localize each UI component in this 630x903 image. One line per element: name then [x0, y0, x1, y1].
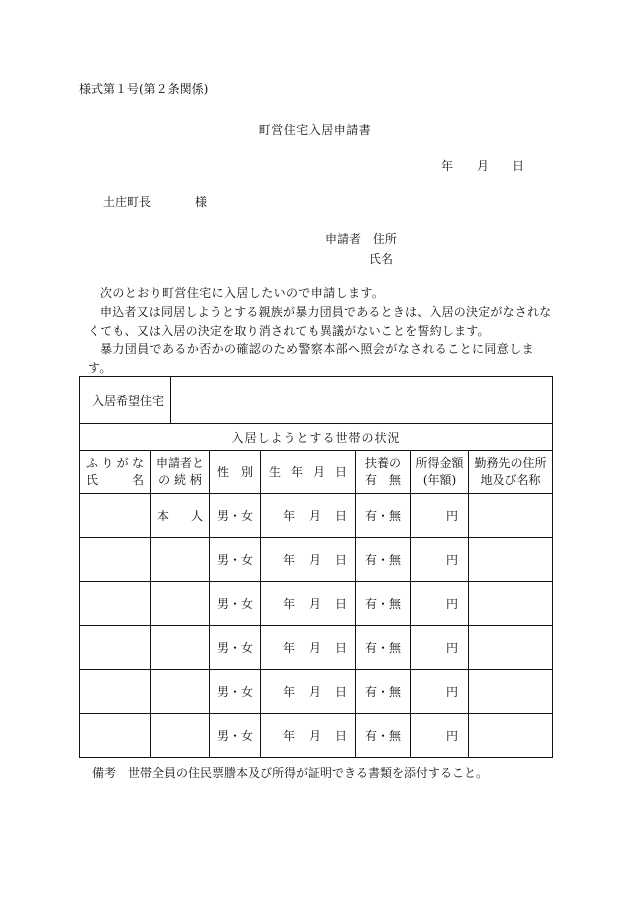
relation-field[interactable]: 本 人 [151, 494, 210, 538]
workplace-field[interactable] [469, 714, 553, 758]
addressee-honorific: 様 [195, 195, 208, 209]
birthdate-field[interactable]: 年 月 日 [261, 538, 356, 582]
table-row [80, 582, 553, 626]
member-name-field[interactable] [80, 582, 151, 626]
dependent-field[interactable]: 有・無 [356, 626, 411, 670]
table-row [80, 670, 553, 714]
workplace-field[interactable] [469, 626, 553, 670]
relation-field[interactable] [151, 626, 210, 670]
dependent-field[interactable]: 有・無 [356, 538, 411, 582]
birthdate-field[interactable]: 年 月 日 [261, 494, 356, 538]
table-row [80, 626, 553, 670]
dependent-field[interactable]: 有・無 [356, 714, 411, 758]
declaration-paragraph: 暴力団員であるか否かの確認のため警察本部へ照会がなされることに同意します。 [88, 342, 535, 376]
gender-field[interactable]: 男・女 [210, 538, 261, 582]
remarks-label: 備考 [92, 766, 117, 780]
gender-field[interactable]: 男・女 [210, 582, 261, 626]
declaration-paragraph: 申込者又は同居しようとする親族が暴力団員であるときは、入居の決定がなされなくても、又は入居の決定を取り消されても異議がないことを誓約します。 [88, 304, 552, 338]
income-field[interactable]: 円 [411, 494, 469, 538]
header-relation: 申請者と の 続 柄 [151, 451, 210, 494]
workplace-field[interactable] [469, 670, 553, 714]
gender-field[interactable]: 男・女 [210, 670, 261, 714]
gender-field[interactable]: 男・女 [210, 494, 261, 538]
desired-housing-field[interactable] [171, 377, 552, 423]
workplace-field[interactable] [469, 494, 553, 538]
section-title: 入居しようとする世帯の状況 [80, 424, 553, 451]
table-row [80, 494, 553, 538]
member-name-field[interactable] [80, 626, 151, 670]
relation-field[interactable] [151, 670, 210, 714]
income-field[interactable]: 円 [411, 582, 469, 626]
dependent-field[interactable]: 有・無 [356, 494, 411, 538]
income-field[interactable]: 円 [411, 626, 469, 670]
applicant-name-label: 氏名 [369, 252, 394, 266]
header-workplace: 勤務先の住所 地及び名称 [469, 451, 553, 494]
remarks [92, 764, 488, 781]
header-dependent: 扶養の 有 無 [356, 451, 411, 494]
member-name-field[interactable] [80, 670, 151, 714]
relation-field[interactable] [151, 582, 210, 626]
header-birthdate: 生 年 月 日 [261, 451, 356, 494]
member-name-field[interactable] [80, 714, 151, 758]
dependent-field[interactable]: 有・無 [356, 670, 411, 714]
applicant-address-line [325, 230, 397, 247]
birthdate-field[interactable]: 年 月 日 [261, 582, 356, 626]
applicant-address-label: 住所 [372, 232, 397, 246]
header-name: ふ り が な 氏 名 [80, 451, 151, 494]
dependent-field[interactable]: 有・無 [356, 582, 411, 626]
date-month-label: 月 [477, 159, 490, 173]
declaration-text [88, 284, 554, 378]
form-number: 様式第１号(第２条関係) [79, 82, 209, 96]
desired-housing-label: 入居希望住宅 [86, 377, 171, 423]
income-field[interactable]: 円 [411, 714, 469, 758]
relation-field[interactable] [151, 714, 210, 758]
date-year-label: 年 [441, 159, 454, 173]
header-income: 所得金額 (年額) [411, 451, 469, 494]
addressee-name: 土庄町長 [103, 195, 152, 209]
header-gender: 性 別 [210, 451, 261, 494]
declaration-paragraph: 次のとおり町営住宅に入居したいので申請します。 [100, 286, 385, 300]
addressee [103, 193, 207, 210]
income-field[interactable]: 円 [411, 670, 469, 714]
relation-field[interactable] [151, 538, 210, 582]
applicant-label: 申請者 [325, 232, 362, 246]
table-row [80, 714, 553, 758]
workplace-field[interactable] [469, 582, 553, 626]
household-form-table [79, 376, 553, 758]
date-day-label: 日 [512, 159, 525, 173]
gender-field[interactable]: 男・女 [210, 714, 261, 758]
workplace-field[interactable] [469, 538, 553, 582]
page-title: 町営住宅入居申請書 [258, 123, 372, 137]
birthdate-field[interactable]: 年 月 日 [261, 626, 356, 670]
gender-field[interactable]: 男・女 [210, 626, 261, 670]
income-field[interactable]: 円 [411, 538, 469, 582]
remarks-text: 世帯全員の住民票謄本及び所得が証明できる書類を添付すること。 [128, 766, 489, 780]
member-name-field[interactable] [80, 538, 151, 582]
birthdate-field[interactable]: 年 月 日 [261, 670, 356, 714]
member-name-field[interactable] [80, 494, 151, 538]
table-row [80, 538, 553, 582]
birthdate-field[interactable]: 年 月 日 [261, 714, 356, 758]
